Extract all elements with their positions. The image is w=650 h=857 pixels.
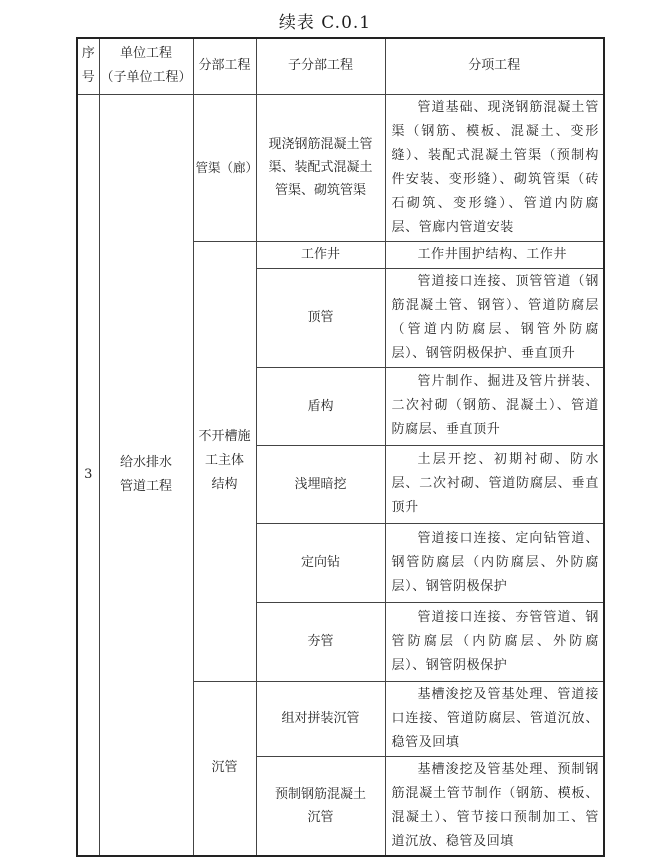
subdivision-cell [256,94,385,241]
header-seq-line1: 序 [81,46,95,62]
unit-line2: 管道工程 [119,478,172,494]
header-seq-line2: 号 [81,70,95,86]
item-cell: 管道接口连接、顶管管道（钢筋混凝土管、钢管）、管道防腐层（管道内防腐层、钢管外防腐层）、钢管阴极保护、垂直顶升 [385,268,604,367]
subdivision-cell: 盾构 [256,367,385,445]
subdivision-line: 预制钢筋混凝土 [274,786,366,802]
division-cell [193,241,256,681]
subdivision-line: 沉管 [307,809,334,825]
header-unit-line2: （子单位工程） [100,70,192,86]
division-line: 结构 [211,477,238,492]
item-cell: 工作井围护结构、工作井 [385,241,604,268]
header-item: 分项工程 [385,38,604,94]
item-cell: 管道基础、现浇钢筋混凝土管渠（钢筋、模板、混凝土、变形缝）、装配式混凝土管渠（预制构件安装、变形缝）、砌筑管渠（砖石砌筑、变形缝）、管道内防腐层、管廊内管道安装 [385,94,604,241]
division-line: 工主体 [204,453,244,468]
item-cell: 基槽浚挖及管基处理、管道接口连接、管道防腐层、管道沉放、稳管及回填 [385,681,604,756]
header-seq [77,38,99,94]
header-subdivision: 子分部工程 [256,38,385,94]
subdivision-line: 管渠、砌筑管渠 [274,183,366,198]
subdivision-cell: 组对拼装沉管 [256,681,385,756]
subdivision-line: 渠、装配式混凝土 [268,160,373,175]
unit-line1: 给水排水 [119,454,172,470]
item-cell: 管道接口连接、定向钻管道、钢管防腐层（内防腐层、外防腐层）、钢管阴极保护 [385,523,604,602]
subdivision-cell: 浅埋暗挖 [256,445,385,523]
item-cell: 管片制作、掘进及管片拼装、二次衬砌（钢筋、混凝土）、管道防腐层、垂直顶升 [385,367,604,445]
division-cell: 沉管 [193,681,256,856]
item-cell: 基槽浚挖及管基处理、预制钢筋混凝土管节制作（钢筋、模板、混凝土）、管节接口预制加工、管道沉放、稳管及回填 [385,756,604,856]
item-cell: 土层开挖、初期衬砌、防水层、二次衬砌、管道防腐层、垂直顶升 [385,445,604,523]
header-division: 分部工程 [193,38,256,94]
table-row [77,94,604,241]
unit-cell [99,94,193,856]
subdivision-cell: 夯管 [256,602,385,681]
header-unit-line1: 单位工程 [119,46,172,62]
subdivision-cell [256,756,385,856]
division-cell [193,94,259,241]
table-title: 续表 C.0.1 [278,13,372,33]
header-unit [99,38,193,94]
header-row [77,38,604,94]
division-line: 不开槽施 [198,429,251,444]
subdivision-cell: 定向钻 [256,523,385,602]
construction-division-table [76,37,605,857]
seq-cell: 3 [77,94,99,856]
division-line: 管渠（廊） [195,159,259,175]
item-cell: 管道接口连接、夯管管道、钢管防腐层（内防腐层、外防腐层）、钢管阴极保护 [385,602,604,681]
subdivision-line: 现浇钢筋混凝土管 [268,137,373,152]
subdivision-cell: 工作井 [256,241,385,268]
subdivision-cell: 顶管 [256,268,385,367]
